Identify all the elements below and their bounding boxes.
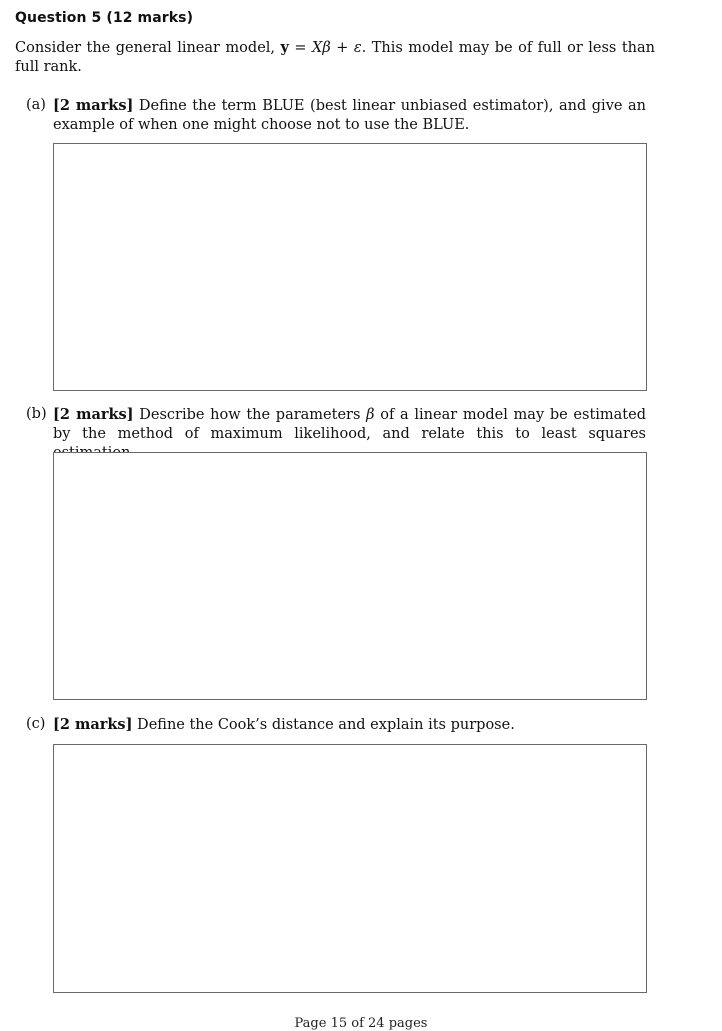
part-b-prompt-start: Describe how the parameters xyxy=(133,407,367,423)
part-b-marks: [2 marks] xyxy=(53,406,134,423)
part-b-label: (b) xyxy=(26,406,47,422)
beta-symbol: β xyxy=(366,407,375,423)
page-footer: Page 15 of 24 pages xyxy=(294,1016,428,1031)
part-c-marks: [2 marks] xyxy=(53,716,133,733)
part-c xyxy=(26,715,646,735)
answer-box-a[interactable] xyxy=(53,143,647,391)
part-a-label: (a) xyxy=(26,97,46,113)
part-c-text xyxy=(53,715,646,735)
part-b-prompt-end: of a linear model may be estimated by the method of maximum likelihood, and relate this to least squares xyxy=(53,407,646,442)
equation-y: y xyxy=(280,39,289,56)
part-a-prompt: Define the term BLUE (best linear unbiased estimator), and give an example of when one might choose not to use the BLUE. xyxy=(53,98,646,133)
part-a-marks: [2 marks] xyxy=(53,97,134,114)
question-title: Question 5 (12 marks) xyxy=(15,10,194,26)
part-c-label: (c) xyxy=(26,716,46,732)
answer-box-b[interactable] xyxy=(53,452,647,700)
intro-text-end: . This model may be of full or less than full rank. xyxy=(15,40,655,75)
answer-box-c[interactable] xyxy=(53,744,647,993)
part-c-prompt: Define the Cook’s distance and explain its purpose. xyxy=(132,717,515,733)
equation-rest: = Xβ + ε xyxy=(288,40,362,56)
intro-text-start: Consider the general linear model, xyxy=(15,40,281,56)
question-intro xyxy=(15,38,655,77)
part-a-text xyxy=(53,96,646,135)
part-a xyxy=(26,96,646,135)
